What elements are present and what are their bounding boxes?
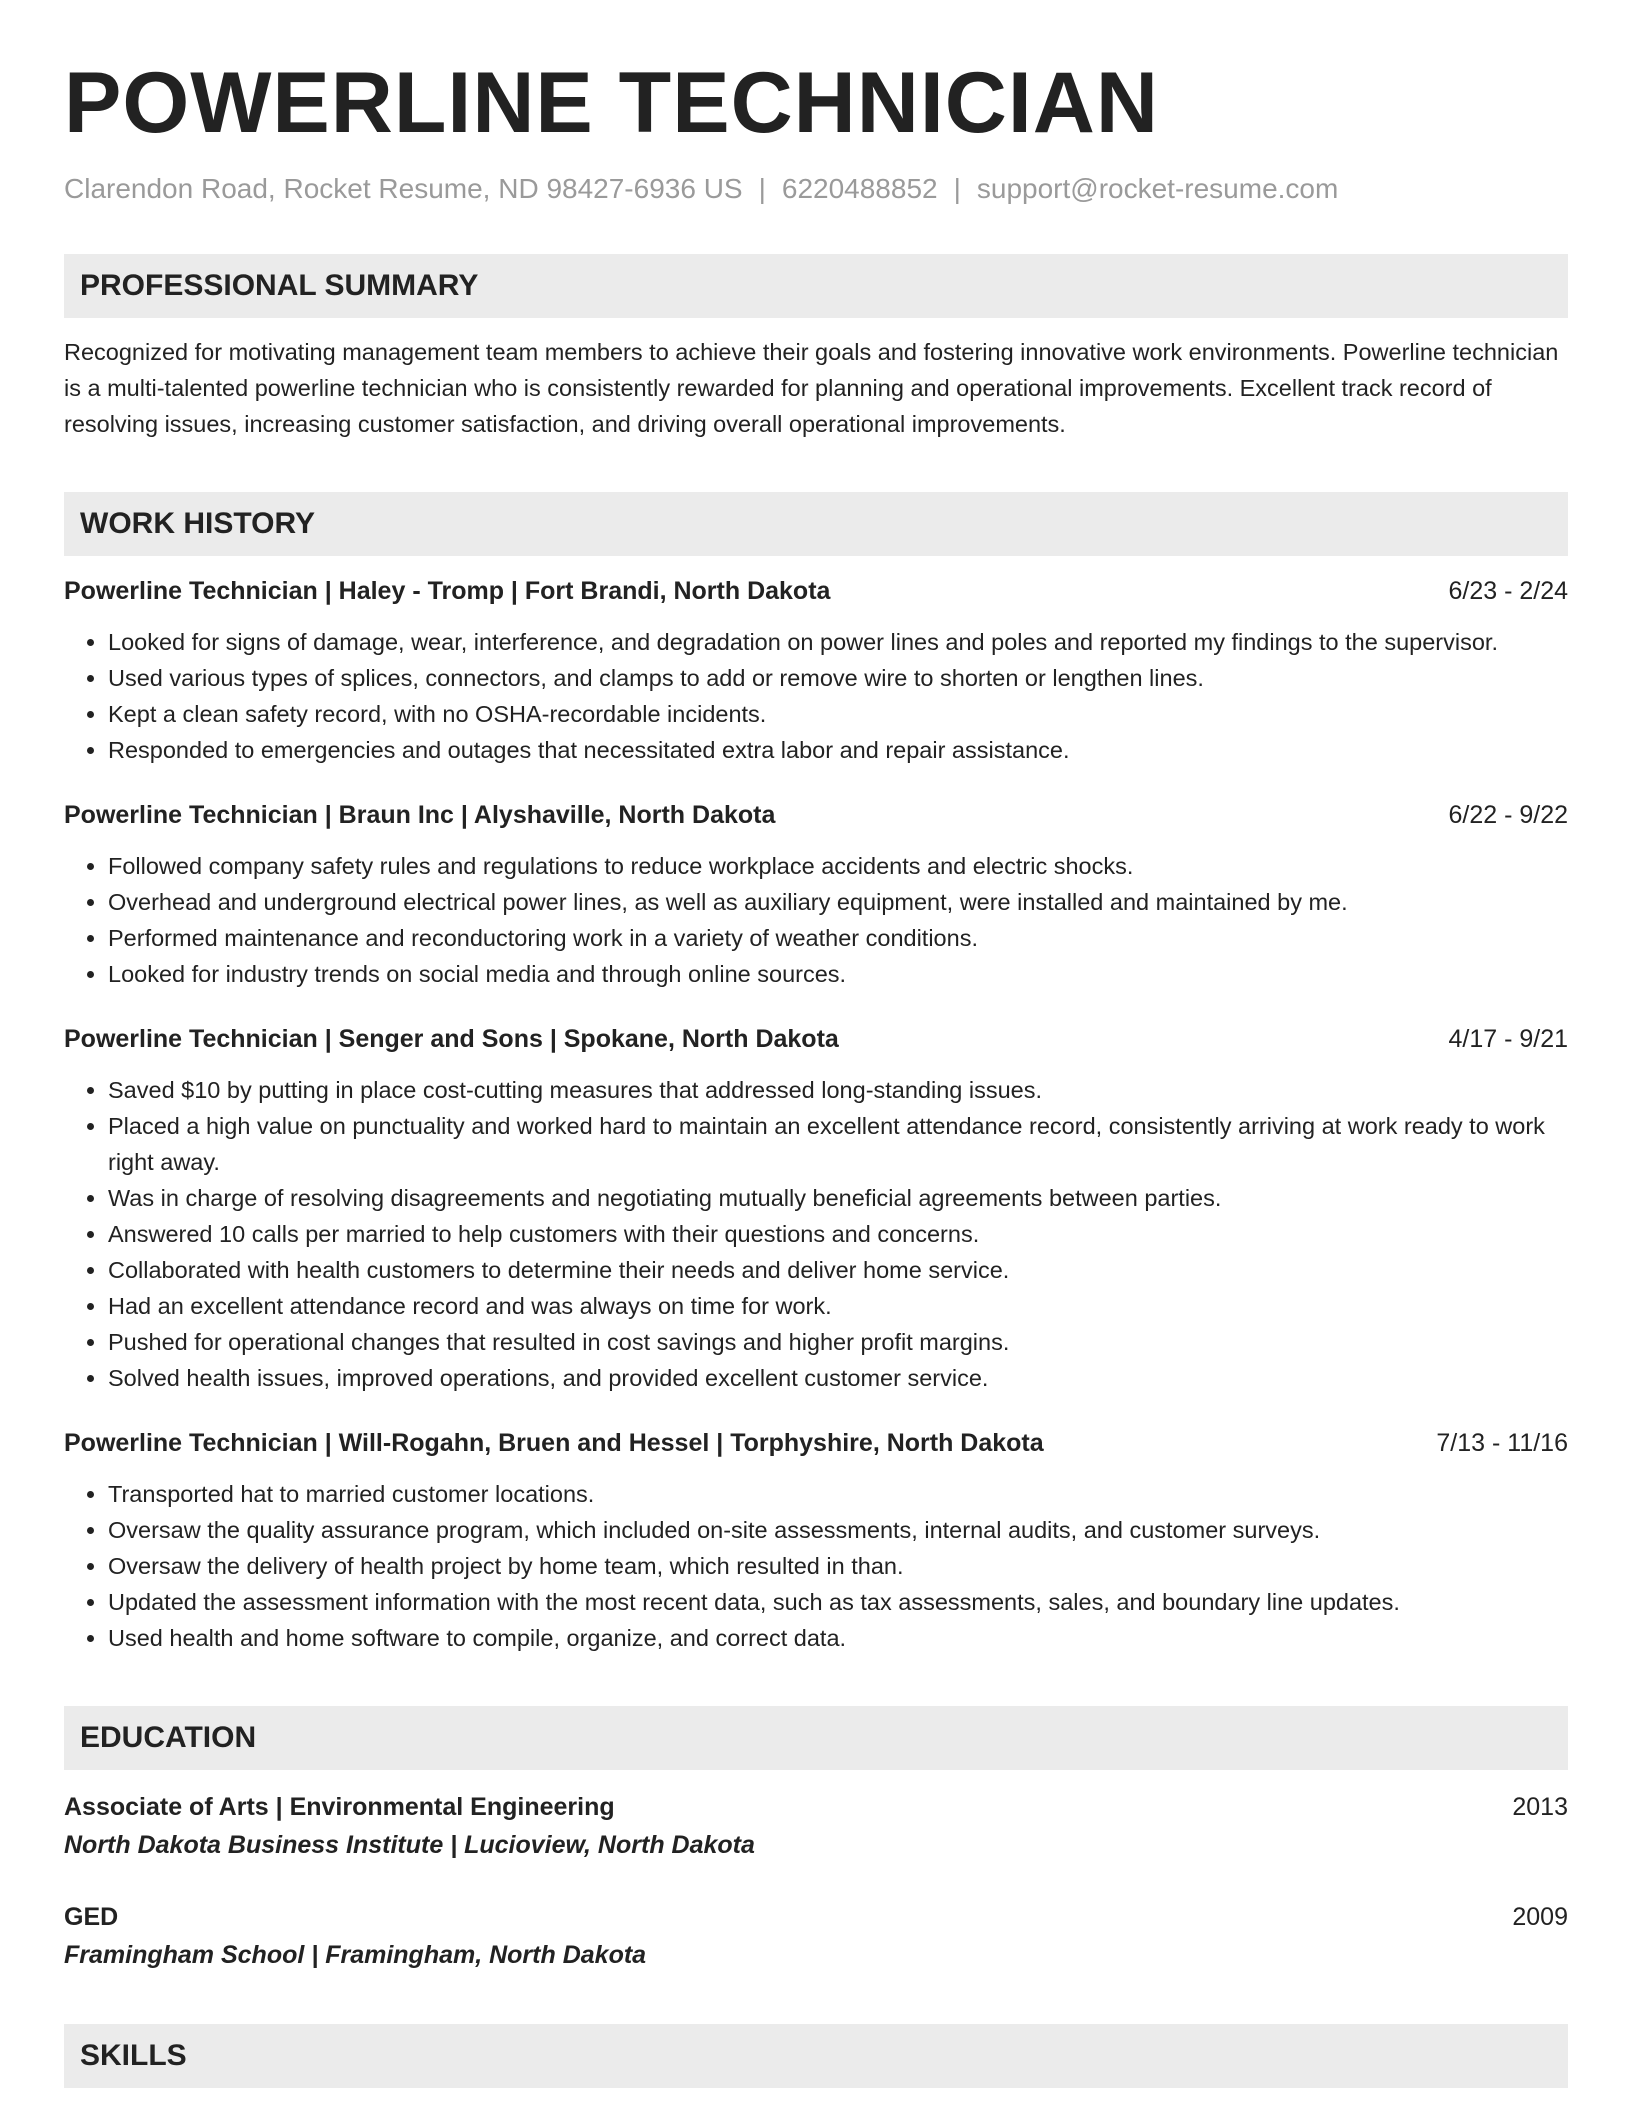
education-entry	[64, 1788, 1568, 1864]
job-bullet: • Used health and home software to compile, organize, and correct data.	[108, 1620, 1568, 1656]
education-header	[64, 1898, 1568, 1936]
job-bullet: • Looked for signs of damage, wear, interference, and degradation on power lines and poles and reported my findings to the supervisor.	[108, 624, 1568, 660]
job-bullet: • Kept a clean safety record, with no OSHA-recordable incidents.	[108, 696, 1568, 732]
contact-line	[64, 172, 1568, 206]
job-bullet: • Looked for industry trends on social media and through online sources.	[108, 956, 1568, 992]
job-bullet-list	[64, 624, 1568, 768]
education-year: 2013	[1512, 1792, 1568, 1821]
section-header-work-history: WORK HISTORY	[64, 492, 1568, 556]
job-entry	[64, 1022, 1568, 1396]
education-school: North Dakota Business Institute | Lucioview, North Dakota	[64, 1830, 755, 1859]
work-history-list	[64, 574, 1568, 1656]
education-year: 2009	[1512, 1902, 1568, 1931]
job-entry	[64, 798, 1568, 992]
job-bullet: • Saved $10 by putting in place cost-cutting measures that addressed long-standing issues.	[108, 1072, 1568, 1108]
contact-address: Clarendon Road, Rocket Resume, ND 98427-6936 US	[64, 173, 743, 204]
job-title: Powerline Technician | Will-Rogahn, Bruen and Hessel | Torphyshire, North Dakota	[64, 1428, 1044, 1457]
job-bullet-list	[64, 1072, 1568, 1396]
job-bullet: • Collaborated with health customers to determine their needs and deliver home service.	[108, 1252, 1568, 1288]
summary-text: Recognized for motivating management team members to achieve their goals and fostering innovative work environments. Powerline technician is a multi-talented powerline technician who is consistently rewarded for planning and operational improvements. Excellent track record of resolving issues, increasing customer satisfaction, and driving overall operational improvements.	[64, 338, 1559, 437]
job-bullet: • Transported hat to married customer locations.	[108, 1476, 1568, 1512]
education-degree: Associate of Arts | Environmental Engineering	[64, 1792, 615, 1821]
section-header-education: EDUCATION	[64, 1706, 1568, 1770]
job-header	[64, 574, 1568, 608]
job-dates: 4/17 - 9/21	[1448, 1024, 1568, 1053]
job-header	[64, 1022, 1568, 1056]
contact-phone: 6220488852	[781, 173, 938, 204]
job-bullet: • Was in charge of resolving disagreements and negotiating mutually beneficial agreements between parties.	[108, 1180, 1568, 1216]
job-bullet: • Pushed for operational changes that resulted in cost savings and higher profit margins.	[108, 1324, 1568, 1360]
job-bullet: • Used various types of splices, connectors, and clamps to add or remove wire to shorten or lengthen lines.	[108, 660, 1568, 696]
job-bullet: • Placed a high value on punctuality and worked hard to maintain an excellent attendance record, consistently arriving at work ready to work right away.	[108, 1108, 1568, 1180]
job-dates: 6/22 - 9/22	[1448, 800, 1568, 829]
job-dates: 6/23 - 2/24	[1448, 576, 1568, 605]
job-header	[64, 798, 1568, 832]
job-bullet: • Updated the assessment information with the most recent data, such as tax assessments, sales, and boundary line updates.	[108, 1584, 1568, 1620]
job-bullet: • Overhead and underground electrical power lines, as well as auxiliary equipment, were installed and maintained by me.	[108, 884, 1568, 920]
job-bullet-list	[64, 1476, 1568, 1656]
education-list	[64, 1788, 1568, 1974]
job-bullet: • Oversaw the delivery of health project by home team, which resulted in than.	[108, 1548, 1568, 1584]
job-title: Powerline Technician | Senger and Sons | Spokane, North Dakota	[64, 1024, 839, 1053]
job-bullet: • Performed maintenance and reconductoring work in a variety of weather conditions.	[108, 920, 1568, 956]
education-degree: GED	[64, 1902, 119, 1931]
job-bullet: • Oversaw the quality assurance program, which included on-site assessments, internal audits, and customer surveys.	[108, 1512, 1568, 1548]
job-bullet: • Answered 10 calls per married to help customers with their questions and concerns.	[108, 1216, 1568, 1252]
job-entry	[64, 574, 1568, 768]
education-school: Framingham School | Framingham, North Dakota	[64, 1940, 647, 1969]
job-bullet: • Responded to emergencies and outages that necessitated extra labor and repair assistance.	[108, 732, 1568, 768]
contact-separator: |	[758, 173, 766, 204]
job-bullet: • Solved health issues, improved operations, and provided excellent customer service.	[108, 1360, 1568, 1396]
job-dates: 7/13 - 11/16	[1436, 1428, 1568, 1457]
education-entry	[64, 1898, 1568, 1974]
job-bullet-list	[64, 848, 1568, 992]
job-bullet: • Followed company safety rules and regulations to reduce workplace accidents and electric shocks.	[108, 848, 1568, 884]
job-title: Powerline Technician | Braun Inc | Alyshaville, North Dakota	[64, 800, 776, 829]
resume-name: POWERLINE TECHNICIAN	[64, 55, 1159, 151]
section-header-summary: PROFESSIONAL SUMMARY	[64, 254, 1568, 318]
contact-separator: |	[953, 173, 961, 204]
job-entry	[64, 1426, 1568, 1656]
section-header-skills: SKILLS	[64, 2024, 1568, 2088]
job-title: Powerline Technician | Haley - Tromp | Fort Brandi, North Dakota	[64, 576, 831, 605]
contact-email: support@rocket-resume.com	[976, 173, 1339, 204]
job-bullet: • Had an excellent attendance record and was always on time for work.	[108, 1288, 1568, 1324]
education-header	[64, 1788, 1568, 1826]
job-header	[64, 1426, 1568, 1460]
